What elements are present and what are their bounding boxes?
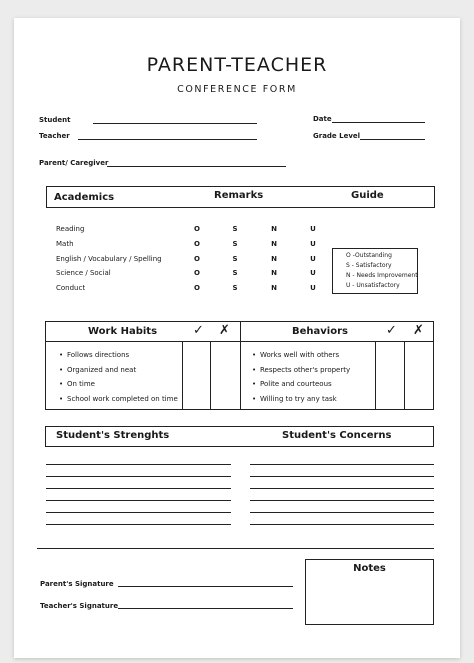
concerns-header: Student's Concerns <box>282 430 392 441</box>
strengths-line[interactable] <box>46 464 231 465</box>
grade-option-n[interactable]: N <box>271 240 277 248</box>
work-habit-item: • Follows directions <box>67 351 129 359</box>
form-sheet <box>14 18 460 658</box>
grade-option-s[interactable]: S <box>232 240 238 248</box>
date-field[interactable] <box>332 122 425 123</box>
strengths-line[interactable] <box>46 488 231 489</box>
remarks-column-header: Remarks <box>214 190 264 201</box>
behavior-item: • Respects other's property <box>260 366 350 374</box>
cross-icon: ✗ <box>219 323 230 338</box>
grade-option-o[interactable]: O <box>194 240 200 248</box>
strengths-line[interactable] <box>46 524 231 525</box>
grade-option-u[interactable]: U <box>310 284 316 292</box>
grade-option-n[interactable]: N <box>271 269 277 277</box>
student-label: Student <box>39 116 71 124</box>
teacher-field[interactable] <box>78 139 257 140</box>
grade-option-o[interactable]: O <box>194 255 200 263</box>
cross-icon: ✗ <box>413 323 424 338</box>
guide-item: S - Satisfactory <box>346 262 392 269</box>
teacher-signature-label: Teacher's Signature <box>40 602 119 610</box>
concerns-line[interactable] <box>250 512 434 513</box>
behavior-item: • Willing to try any task <box>260 395 337 403</box>
concerns-line[interactable] <box>250 464 434 465</box>
checkmark-icon: ✓ <box>193 323 204 338</box>
grade-option-o[interactable]: O <box>194 225 200 233</box>
behavior-item: • Polite and courteous <box>260 380 332 388</box>
teacher-signature-field[interactable] <box>118 608 293 609</box>
checkmark-icon: ✓ <box>386 323 397 338</box>
subject-label: English / Vocabulary / Spelling <box>56 255 162 263</box>
concerns-line[interactable] <box>250 476 434 477</box>
page-subtitle: CONFERENCE FORM <box>177 84 297 95</box>
column-divider <box>375 341 376 410</box>
grade-option-u[interactable]: U <box>310 225 316 233</box>
parent-caregiver-label: Parent/ Caregiver <box>39 159 109 167</box>
grade-option-u[interactable]: U <box>310 269 316 277</box>
teacher-label: Teacher <box>39 132 70 140</box>
grade-option-n[interactable]: N <box>271 225 277 233</box>
concerns-line[interactable] <box>250 488 434 489</box>
grade-option-u[interactable]: U <box>310 255 316 263</box>
guide-column-header: Guide <box>351 190 384 201</box>
subject-label: Science / Social <box>56 269 111 277</box>
grade-option-o[interactable]: O <box>194 269 200 277</box>
guide-item: O -Outstanding <box>346 252 392 259</box>
strengths-line[interactable] <box>46 476 231 477</box>
column-divider <box>182 341 183 410</box>
strengths-line[interactable] <box>46 512 231 513</box>
academics-column-header: Academics <box>54 192 115 203</box>
grade-level-label: Grade Level <box>313 132 361 140</box>
parent-caregiver-field[interactable] <box>107 166 286 167</box>
strengths-line[interactable] <box>46 500 231 501</box>
grade-option-u[interactable]: U <box>310 240 316 248</box>
notes-label: Notes <box>353 563 386 574</box>
subject-label: Math <box>56 240 74 248</box>
subject-label: Conduct <box>56 284 86 292</box>
grade-level-field[interactable] <box>360 139 425 140</box>
subject-label: Reading <box>56 225 85 233</box>
grade-option-n[interactable]: N <box>271 255 277 263</box>
grade-option-s[interactable]: S <box>232 255 238 263</box>
work-habit-item: • School work completed on time <box>67 395 178 403</box>
parent-signature-label: Parent's Signature <box>40 580 114 588</box>
grade-option-s[interactable]: S <box>232 284 238 292</box>
parent-signature-field[interactable] <box>118 586 293 587</box>
student-field[interactable] <box>93 123 257 124</box>
column-divider <box>404 341 405 410</box>
grade-option-o[interactable]: O <box>194 284 200 292</box>
strengths-header: Student's Strenghts <box>56 430 170 441</box>
column-divider <box>240 321 241 410</box>
guide-item: N - Needs Improvement <box>346 272 418 279</box>
grade-option-s[interactable]: S <box>232 269 238 277</box>
column-divider <box>210 341 211 410</box>
behavior-item: • Works well with others <box>260 351 339 359</box>
concerns-line[interactable] <box>250 500 434 501</box>
guide-item: U - Unsatisfactory <box>346 282 400 289</box>
concerns-line[interactable] <box>250 524 434 525</box>
behaviors-header: Behaviors <box>292 326 348 337</box>
grade-option-s[interactable]: S <box>232 225 238 233</box>
date-label: Date <box>313 115 332 123</box>
work-habits-header: Work Habits <box>88 326 158 337</box>
work-habit-item: • On time <box>67 380 95 388</box>
grade-option-n[interactable]: N <box>271 284 277 292</box>
page-title: PARENT-TEACHER <box>146 54 328 76</box>
work-habit-item: • Organized and neat <box>67 366 136 374</box>
section-divider <box>37 548 434 549</box>
